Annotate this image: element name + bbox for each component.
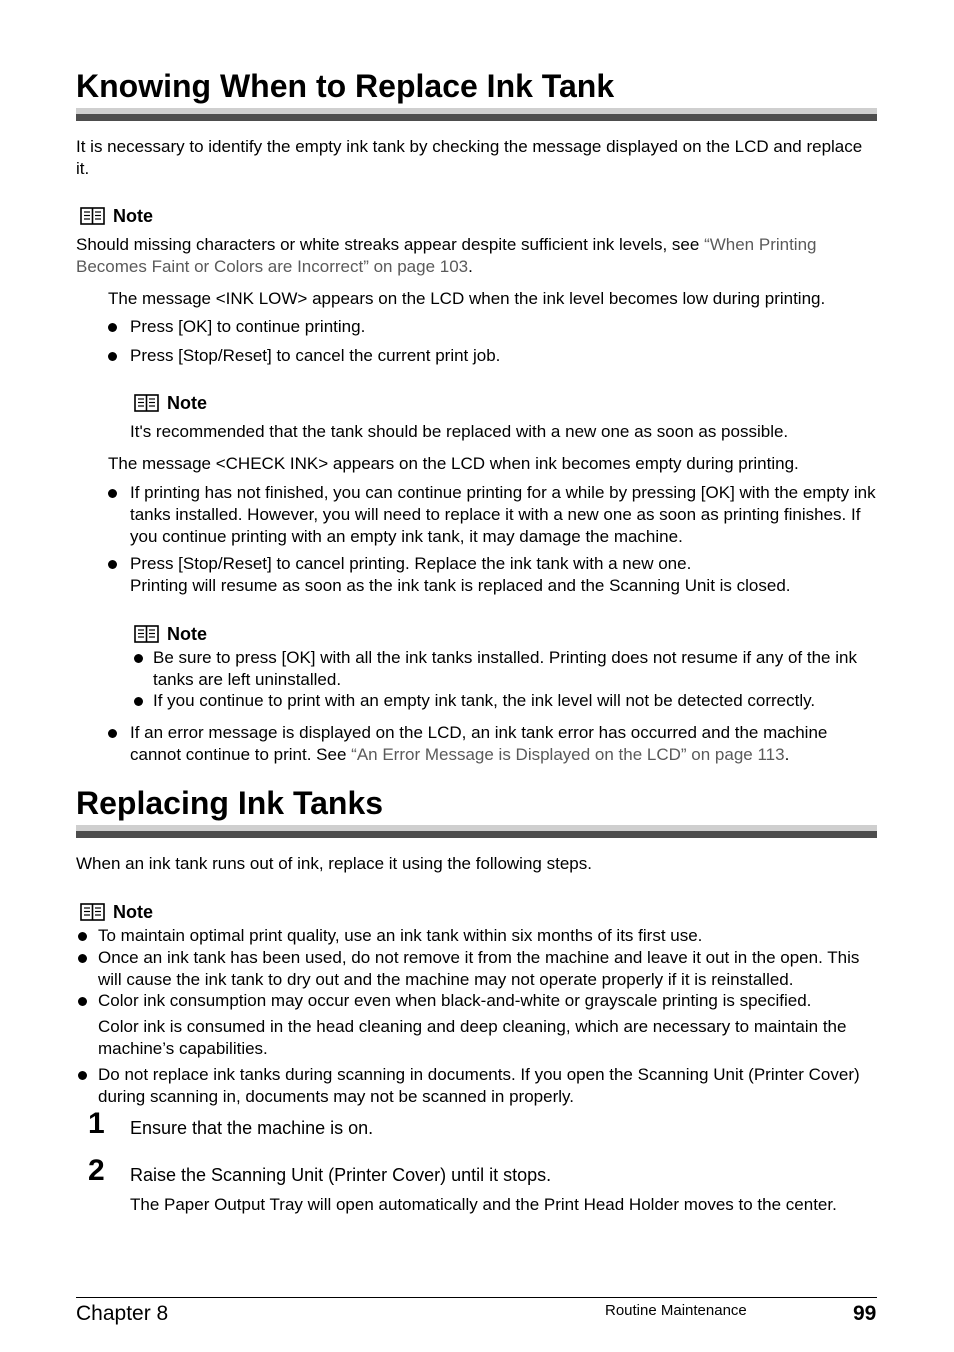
note-bullet: Do not replace ink tanks during scanning in documents. If you open the Scanning Unit (Printer Cover) during scanning in, documents may not be scanned in properly. (78, 1064, 883, 1108)
note-bullet: Be sure to press [OK] with all the ink tanks installed. Printing does not resume if any of the ink tanks are left uninstalled. (134, 647, 879, 691)
step-detail: The Paper Output Tray will open automatically and the Print Head Holder moves to the center. (130, 1195, 837, 1214)
check-ink-message: The message <CHECK INK> appears on the LCD when ink becomes empty during printing. (108, 454, 799, 473)
note-text: Should missing characters or white streaks appear despite sufficient ink levels, see “When Printing Becomes Faint or Colors are Incorrect” on page 103. (76, 235, 817, 276)
title-rule (76, 825, 877, 838)
step-number: 1 (88, 1107, 105, 1140)
note-bullet: Once an ink tank has been used, do not remove it from the machine and leave it out in the open. This will cause the ink tank to dry out and the machine may not operate properly if it is reinstalled. (78, 947, 883, 991)
book-icon (80, 903, 105, 926)
step-text: Ensure that the machine is on. (130, 1118, 374, 1138)
bullet-item: If an error message is displayed on the LCD, an ink tank error has occurred and the machine cannot continue to print. See “An Error Message is Displayed on the LCD” on page 113. (108, 722, 878, 766)
intro-paragraph: When an ink tank runs out of ink, replace it using the following steps. (76, 854, 592, 873)
note-bullet: To maintain optimal print quality, use an ink tank within six months of its first use. (78, 925, 883, 947)
footer-chapter: Chapter 8 (76, 1302, 169, 1325)
note-heading (80, 901, 153, 926)
step-text: Raise the Scanning Unit (Printer Cover) until it stops. (130, 1165, 552, 1185)
note-label: Note (113, 206, 153, 226)
page-link-103[interactable]: “When Printing Becomes Faint or Colors are Incorrect” on page 103 (76, 235, 817, 276)
page-number: 99 (853, 1302, 877, 1325)
note-heading (134, 623, 207, 648)
book-icon (80, 207, 105, 230)
note-heading (80, 205, 153, 230)
page-link-113[interactable]: “An Error Message is Displayed on the LCD” on page 113 (351, 745, 785, 764)
note-label: Note (113, 902, 153, 922)
book-icon (134, 625, 159, 648)
ink-low-message: The message <INK LOW> appears on the LCD when the ink level becomes low during printing. (108, 289, 826, 308)
footer-section: Routine Maintenance (605, 1302, 747, 1319)
note-bullet: Color ink consumption may occur even when black-and-white or grayscale printing is specified. (78, 990, 883, 1012)
note-bullet: If you continue to print with an empty ink tank, the ink level will not be detected correctly. (134, 690, 879, 712)
step-number: 2 (88, 1154, 105, 1187)
note-heading (134, 392, 207, 417)
note-label: Note (167, 624, 207, 644)
book-icon (134, 394, 159, 417)
note-text: It's recommended that the tank should be replaced with a new one as soon as possible. (130, 422, 789, 441)
footer-rule (76, 1297, 877, 1298)
bullet-item: Press [Stop/Reset] to cancel printing. Replace the ink tank with a new one. Printing will resume as soon as the ink tank is replaced and the Scanning Unit is closed. (108, 553, 878, 597)
section-title-knowing: Knowing When to Replace Ink Tank (76, 68, 615, 104)
note-label: Note (167, 393, 207, 413)
section-title-replacing: Replacing Ink Tanks (76, 785, 384, 821)
intro-paragraph: It is necessary to identify the empty ink tank by checking the message displayed on the LCD and replace it. (76, 137, 863, 178)
title-rule (76, 108, 877, 121)
bullet-item: If printing has not finished, you can continue printing for a while by pressing [OK] with the empty ink tanks installed. However, you will need to replace it with a new one as soon as printing finishes. If you continue printing with an empty ink tank, it may damage the machine. (108, 482, 878, 548)
note-subtext: Color ink is consumed in the head cleaning and deep cleaning, which are necessary to maintain the machine’s capabilities. (98, 1017, 847, 1058)
